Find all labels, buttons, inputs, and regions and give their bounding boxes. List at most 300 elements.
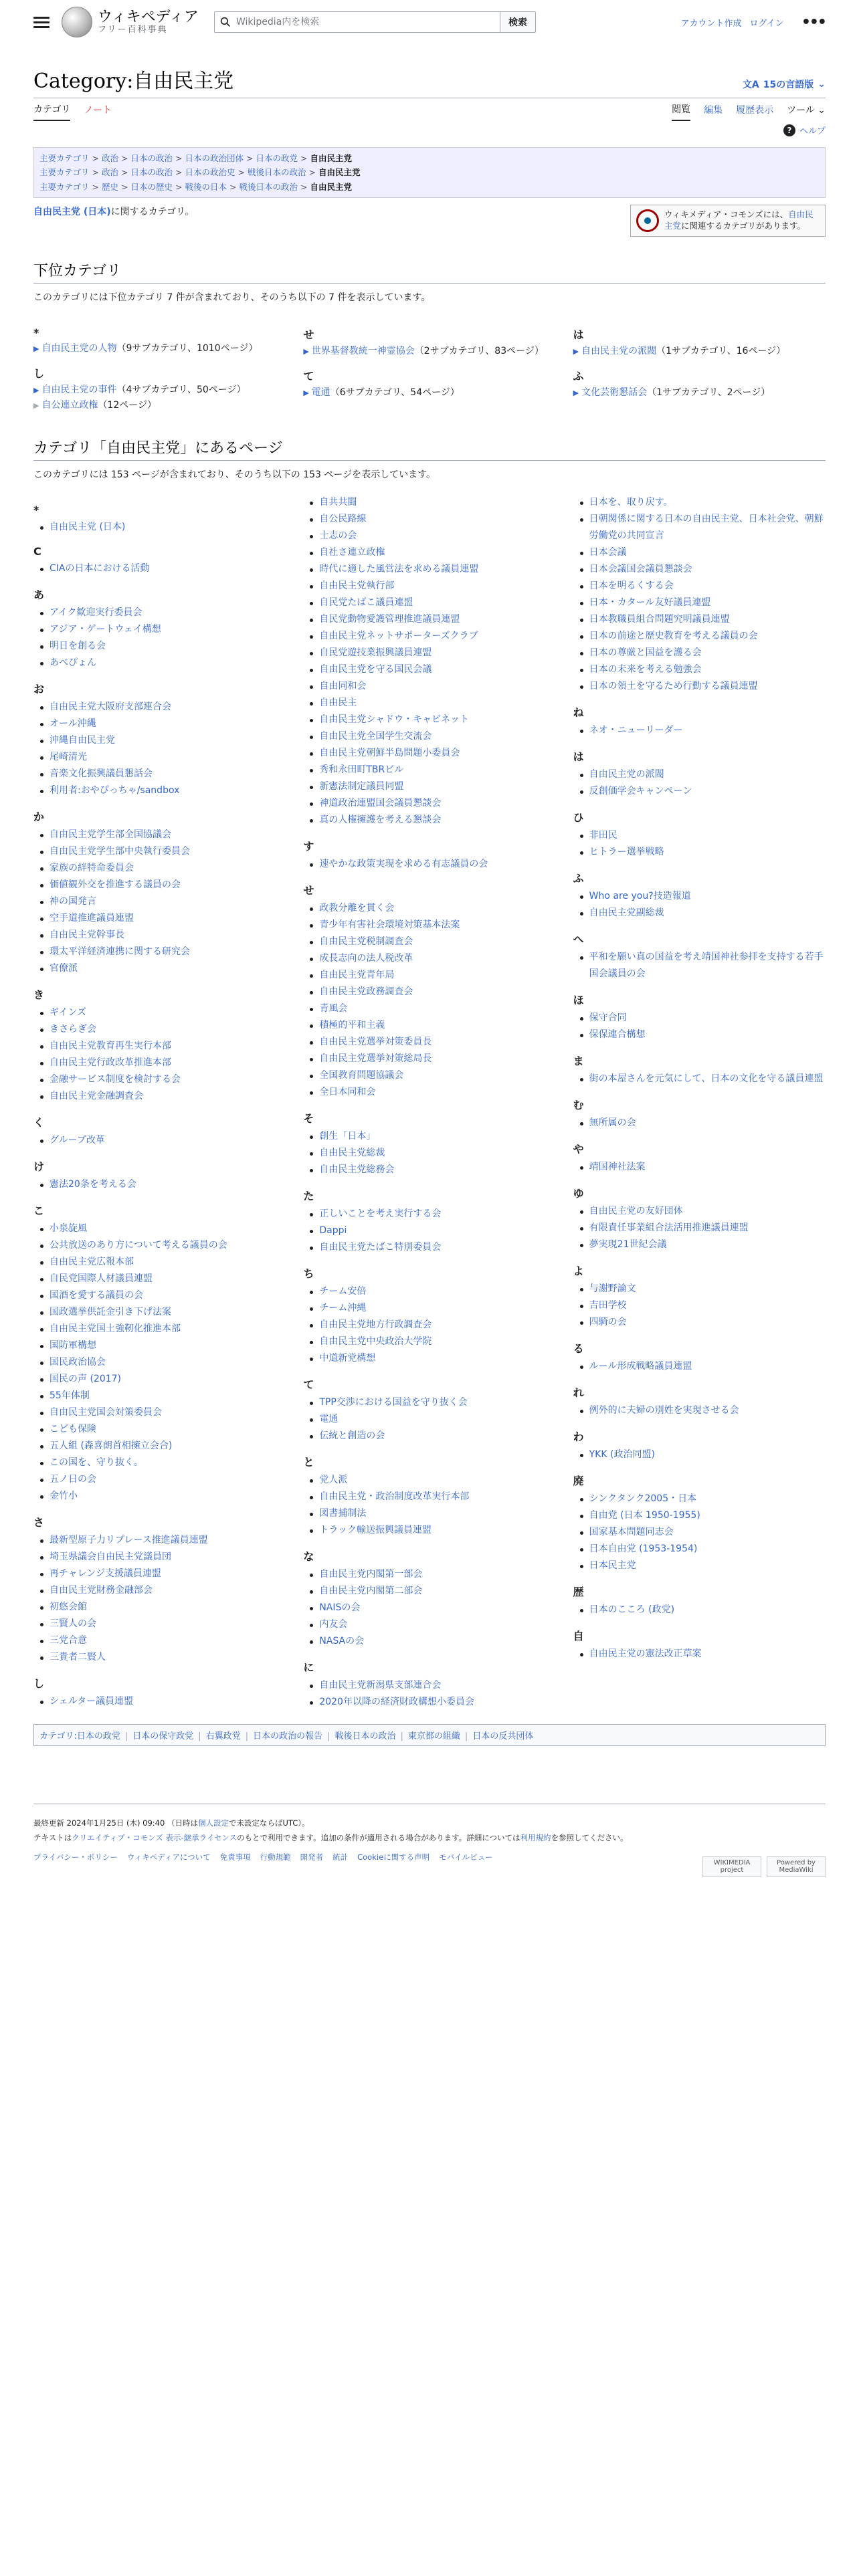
- page-link[interactable]: 自由党 (日本 1950-1955): [589, 1509, 700, 1521]
- page-link[interactable]: 自由民主党金融調査会: [50, 1090, 143, 1101]
- pages-letter: C: [33, 544, 41, 558]
- page-link[interactable]: 神道政治連盟国会議員懇談会: [319, 797, 442, 809]
- page-link[interactable]: 自由民主党ネットサポーターズクラブ: [319, 630, 478, 641]
- page-link[interactable]: 自由民主党教育再生実行本部: [50, 1040, 171, 1051]
- list-item: [50, 860, 286, 877]
- page-link[interactable]: 明日を創る会: [50, 640, 106, 651]
- page-link[interactable]: 自由民主党新潟県支部連合会: [319, 1679, 442, 1691]
- page-link[interactable]: 全国教育問題協議会: [319, 1069, 404, 1081]
- page-link[interactable]: この国を、守り抜く。: [50, 1457, 143, 1468]
- list-item: [319, 745, 555, 762]
- subcategory-link[interactable]: 文化芸術懇話会: [581, 387, 648, 398]
- list-item: [589, 783, 826, 800]
- breadcrumb-link[interactable]: 主要カテゴリ: [39, 181, 90, 192]
- create-account-link[interactable]: アカウント作成: [680, 18, 742, 29]
- page-link[interactable]: 埼玉県議会自由民主党議員団: [50, 1551, 171, 1562]
- page-link[interactable]: Who are you?技造報道: [589, 890, 691, 901]
- page-link[interactable]: 積極的平和主義: [319, 1019, 385, 1031]
- page-link[interactable]: 青少年有害社会環境対策基本法案: [319, 919, 460, 930]
- list-item: [319, 595, 555, 611]
- page-link[interactable]: 自由民主党朝鮮半島問題小委員会: [319, 747, 460, 758]
- subcategory-item: [33, 342, 286, 356]
- page-link[interactable]: 自民党遊技業振興議員連盟: [319, 647, 432, 658]
- pages-letter: ね: [573, 706, 584, 719]
- pages-group: [50, 1220, 286, 1505]
- page-link[interactable]: 国家基本問題同志会: [589, 1526, 674, 1537]
- list-item: [50, 1055, 286, 1071]
- page-link[interactable]: 夢実現21世紀会議: [589, 1239, 667, 1250]
- page-link[interactable]: 自由民主党学生部中央執行委員会: [50, 845, 190, 857]
- page-link[interactable]: 55年体制: [50, 1390, 90, 1401]
- page-link[interactable]: 日本の前途と歴史教育を考える議員の会: [589, 630, 758, 641]
- subcategory-letter: は: [573, 328, 584, 341]
- page-link[interactable]: CIAの日本における活動: [50, 562, 150, 574]
- page-link[interactable]: 成長志向の法人税改革: [319, 952, 413, 964]
- page-link[interactable]: 日本教職員組合問題究明議員連盟: [589, 613, 730, 625]
- page-link[interactable]: 最新型原子力リプレース推進議員連盟: [50, 1534, 208, 1545]
- page-link[interactable]: 自由民主: [319, 697, 357, 708]
- main-menu-icon[interactable]: [33, 17, 50, 28]
- page-link[interactable]: 自由民主党青年局: [319, 969, 395, 980]
- page-link[interactable]: 反創価学会キャンペーン: [589, 785, 692, 796]
- pages-letter: む: [573, 1098, 584, 1111]
- breadcrumb-link[interactable]: 歴史: [102, 181, 119, 192]
- page-link[interactable]: 非田民: [589, 829, 617, 841]
- list-item: [50, 1237, 286, 1254]
- expand-arrow-icon[interactable]: ▶: [573, 346, 579, 356]
- page-link[interactable]: 新憲法制定議員同盟: [319, 780, 404, 792]
- page-link[interactable]: オール沖縄: [50, 718, 96, 729]
- list-item: [50, 1566, 286, 1582]
- page-link[interactable]: 有限責任事業組合法活用推進議員連盟: [589, 1222, 749, 1233]
- page-link[interactable]: 自由民主党選挙対策総局長: [319, 1053, 432, 1064]
- page-link[interactable]: 日本の領土を守るため行動する議員連盟: [589, 680, 758, 691]
- page-link[interactable]: 再チャレンジ支援議員連盟: [50, 1568, 161, 1579]
- page-link[interactable]: ルール形成戦略議員連盟: [589, 1360, 692, 1372]
- list-item: [50, 1421, 286, 1438]
- page-link[interactable]: 三貴者二賢人: [50, 1651, 106, 1662]
- logo-subtitle: フリー百科事典: [98, 24, 168, 35]
- footer-link[interactable]: Cookieに関する声明: [357, 1852, 430, 1862]
- wikimedia-badge[interactable]: WIKIMEDIA project: [702, 1856, 761, 1877]
- pages-column: [33, 494, 286, 1711]
- page-link[interactable]: Dappi: [319, 1224, 347, 1236]
- mediawiki-badge[interactable]: Powered by MediaWiki: [767, 1856, 826, 1877]
- pages-group: [319, 1472, 555, 1539]
- page-link[interactable]: 三党合意: [50, 1634, 87, 1646]
- footer-link[interactable]: 免責事項: [219, 1852, 251, 1862]
- page-link[interactable]: 自由民主党幹事長: [50, 929, 124, 940]
- tab-edit[interactable]: 編集: [704, 105, 723, 116]
- breadcrumb-link[interactable]: 日本の政治: [130, 167, 173, 178]
- pages-letter: へ: [573, 932, 584, 946]
- category-link[interactable]: 日本の保守政党: [132, 1731, 194, 1741]
- expand-arrow-icon[interactable]: ▶: [303, 346, 309, 356]
- page-link[interactable]: ヒトラー選挙戦略: [589, 846, 664, 857]
- page-link[interactable]: 日本の未来を考える勉強会: [589, 663, 702, 675]
- list-item: [589, 1558, 826, 1574]
- list-item: [589, 578, 826, 595]
- categories-label[interactable]: カテゴリ:: [39, 1731, 77, 1741]
- page-link[interactable]: あべぴょん: [50, 657, 96, 668]
- list-item: [319, 1128, 555, 1145]
- page-link[interactable]: 自由民主党の憲法改正草案: [589, 1648, 702, 1659]
- page-link[interactable]: 例外的に夫婦の別姓を実現させる会: [589, 1404, 739, 1416]
- category-link-wrap: [396, 1729, 460, 1741]
- breadcrumb-link[interactable]: 主要カテゴリ: [39, 153, 90, 163]
- subcategory-count: （12ページ）: [98, 399, 157, 411]
- list-item: [50, 605, 286, 621]
- search-button[interactable]: 検索: [500, 11, 536, 33]
- list-item: [50, 1254, 286, 1271]
- page-link[interactable]: 自由民主党たばこ特別委員会: [319, 1241, 442, 1253]
- page-link[interactable]: 2020年以降の経済財政構想小委員会: [319, 1696, 474, 1707]
- page-link[interactable]: チーム安倍: [319, 1285, 367, 1297]
- page-link[interactable]: 党人派: [319, 1474, 348, 1485]
- page-link[interactable]: 自由民主党全国学生交流会: [319, 730, 432, 742]
- page-link[interactable]: 自公民路線: [319, 513, 367, 524]
- list-item: [319, 1145, 555, 1162]
- expand-arrow-icon[interactable]: ▶: [33, 344, 39, 353]
- breadcrumb-separator: >: [246, 153, 254, 163]
- subcategory-count: （1サブカテゴリ、16ページ）: [656, 345, 786, 356]
- footer-link[interactable]: 開発者: [300, 1852, 324, 1862]
- page-link[interactable]: シンクタンク2005・日本: [589, 1493, 697, 1504]
- page-link[interactable]: 自由民主党を守る国民会議: [319, 663, 432, 675]
- list-item: [319, 900, 555, 917]
- list-item: [319, 1394, 555, 1411]
- page-link[interactable]: きさらぎ会: [50, 1023, 96, 1035]
- page-link[interactable]: 自由民主党行政改革推進本部: [50, 1057, 171, 1068]
- commons-link[interactable]: 自由民主党: [664, 209, 814, 231]
- page-link[interactable]: 家族の絆特命委員会: [50, 862, 134, 873]
- page-link[interactable]: 自民党動物愛護管理推進議員連盟: [319, 613, 460, 625]
- page-link[interactable]: 日本のこころ (政党): [589, 1604, 675, 1615]
- footer-link[interactable]: 統計: [332, 1852, 349, 1862]
- subcategory-link[interactable]: 自由民主党の派閥: [581, 345, 657, 356]
- list-item: [589, 1541, 826, 1558]
- page-link[interactable]: トラック輸送振興議員連盟: [319, 1524, 432, 1535]
- page-link[interactable]: 自由民主党内閣第二部会: [319, 1585, 423, 1596]
- page-link[interactable]: 音楽文化振興議員懇話会: [50, 768, 153, 779]
- list-item: [319, 728, 555, 745]
- page-link[interactable]: 日本の尊厳と国益を護る会: [589, 647, 702, 658]
- page-link[interactable]: 自由民主党の派閥: [589, 768, 664, 780]
- page-link[interactable]: 自由民主党・政治制度改革実行本部: [319, 1491, 470, 1502]
- page-link[interactable]: 吉田学校: [589, 1299, 627, 1311]
- subcategory-link[interactable]: 自公連立政権: [41, 399, 98, 411]
- page-link[interactable]: NASAの会: [319, 1635, 365, 1646]
- page-link[interactable]: 正しいことを考え実行する会: [319, 1208, 442, 1219]
- category-link[interactable]: 日本の反共団体: [472, 1731, 534, 1741]
- page-link[interactable]: 神の国発言: [50, 895, 96, 907]
- pages-group: [50, 1132, 286, 1149]
- page-link[interactable]: ギインズ: [50, 1006, 87, 1018]
- category-link[interactable]: 右翼政党: [205, 1731, 241, 1741]
- page-link[interactable]: 日本を、取り戻す。: [589, 496, 673, 508]
- page-link[interactable]: 自由民主党財務金融部会: [50, 1584, 153, 1596]
- breadcrumb-separator: >: [92, 167, 99, 178]
- category-link[interactable]: 戦後日本の政治: [335, 1731, 396, 1741]
- list-item: [50, 1404, 286, 1421]
- page-link[interactable]: 国政選挙供託金引き下げ法案: [50, 1306, 171, 1317]
- tab-tools[interactable]: ツール ⌄: [787, 105, 826, 116]
- breadcrumb-link[interactable]: 戦後の日本: [185, 181, 227, 192]
- list-item: [50, 1616, 286, 1632]
- page-link[interactable]: 速やかな政策実現を求める有志議員の会: [319, 858, 488, 869]
- breadcrumb-link[interactable]: 戦後日本の政治: [248, 167, 306, 178]
- category-link[interactable]: 東京都の組織: [407, 1731, 460, 1741]
- page-link[interactable]: 国民の声 (2017): [50, 1373, 122, 1384]
- page-link[interactable]: シェルター議員連盟: [50, 1695, 134, 1707]
- page-link[interactable]: 保保連合構想: [589, 1029, 646, 1040]
- page-link[interactable]: アジア・ゲートウェイ構想: [50, 623, 161, 635]
- page-link[interactable]: 自由民主党広報本部: [50, 1256, 134, 1267]
- page-link[interactable]: 日本会議: [589, 546, 627, 558]
- page-link[interactable]: 四騎の会: [589, 1316, 627, 1327]
- breadcrumb-link[interactable]: 日本の政治団体: [185, 153, 244, 163]
- page-link[interactable]: 憲法20条を考える会: [50, 1178, 136, 1190]
- subcategory-column: [303, 317, 555, 414]
- expand-arrow-icon[interactable]: ▶: [303, 388, 309, 397]
- page-link[interactable]: アイク歓迎実行委員会: [50, 607, 142, 618]
- list-item: [319, 1566, 555, 1583]
- page-link[interactable]: 自由民主党執行部: [319, 580, 395, 591]
- subcategory-link[interactable]: 自由民主党の事件: [41, 384, 117, 395]
- page-link[interactable]: 日本自由党 (1953-1954): [589, 1543, 698, 1554]
- site-logo[interactable]: [62, 7, 214, 37]
- page-link[interactable]: 自由民主党選挙対策委員長: [319, 1036, 432, 1047]
- page-link[interactable]: 平和を願い真の国益を考え靖国神社参拝を支持する若手国会議員の会: [589, 951, 824, 979]
- tab-note[interactable]: ノート: [84, 105, 112, 116]
- list-item: [589, 1314, 826, 1331]
- page-link[interactable]: 五ノ日の会: [50, 1473, 96, 1485]
- page-link[interactable]: 与謝野論文: [589, 1283, 636, 1294]
- page-link[interactable]: 秀和永田町TBRビル: [319, 764, 404, 775]
- page-link[interactable]: 日本を明るくする会: [589, 580, 674, 591]
- page-link[interactable]: 図書捕制法: [319, 1507, 367, 1519]
- page-link[interactable]: NAISの会: [319, 1602, 361, 1613]
- list-item: [50, 910, 286, 927]
- page-link[interactable]: 沖縄自由民主党: [50, 734, 115, 746]
- breadcrumb-link[interactable]: 政治: [102, 153, 119, 163]
- subcategory-column: [33, 317, 286, 414]
- list-item: [50, 1220, 286, 1237]
- page-link[interactable]: 自由民主党 (日本): [50, 521, 126, 532]
- pages-group: [589, 1602, 826, 1618]
- category-links: [33, 1724, 826, 1746]
- license-link[interactable]: クリエイティブ・コモンズ 表示-継承ライセンス: [72, 1832, 237, 1842]
- language-button[interactable]: [743, 78, 826, 94]
- page-link[interactable]: 自由民主党シャドウ・キャビネット: [319, 714, 470, 725]
- page-link[interactable]: 国民政治協会: [50, 1356, 106, 1368]
- footer-link[interactable]: モバイルビュー: [439, 1852, 493, 1862]
- page-link[interactable]: 自由民主党副総裁: [589, 907, 664, 918]
- page-link[interactable]: 日本民主党: [589, 1560, 636, 1571]
- page-link[interactable]: 真の人権擁護を考える懇談会: [319, 814, 442, 825]
- page-link[interactable]: 環太平洋経済連携に関する研究会: [50, 946, 190, 957]
- page-link[interactable]: 内友会: [319, 1618, 348, 1630]
- category-link[interactable]: 日本の政党: [76, 1731, 120, 1741]
- page-link[interactable]: 自由民主党政務調査会: [319, 986, 413, 997]
- pages-letter: そ: [303, 1111, 314, 1125]
- page-link[interactable]: 金融サービス制度を検討する会: [50, 1073, 181, 1085]
- page-link[interactable]: 日朝関係に関する日本の自由民主党、日本社会党、朝鮮労働党の共同宣言: [589, 513, 824, 541]
- subcategory-letter: て: [303, 369, 314, 383]
- breadcrumb-link[interactable]: 日本の歴史: [130, 181, 173, 192]
- page-link[interactable]: 価値観外交を推進する議員の会: [50, 879, 181, 890]
- wikipedia-globe-icon: [62, 7, 92, 37]
- page-link[interactable]: 自民党たばこ議員連盟: [319, 597, 413, 608]
- page-link[interactable]: 金竹小: [50, 1490, 78, 1501]
- list-item: [50, 766, 286, 782]
- breadcrumb-link[interactable]: 戦後日本の政治: [239, 181, 298, 192]
- list-item: [319, 645, 555, 661]
- page-link[interactable]: 自由同和会: [319, 680, 367, 691]
- subcategory-link[interactable]: 電通: [311, 387, 330, 398]
- list-item: [50, 655, 286, 671]
- page-link[interactable]: 伝統と創造の会: [319, 1430, 385, 1441]
- footer-link[interactable]: 行動規範: [260, 1852, 291, 1862]
- page-link[interactable]: 小泉旋風: [50, 1222, 87, 1234]
- help-link[interactable]: ヘルプ: [799, 126, 826, 136]
- pages-letter: わ: [573, 1430, 584, 1443]
- page-link[interactable]: 日本・カタール友好議員連盟: [589, 597, 711, 608]
- subcategory-link[interactable]: 自由民主党の人物: [41, 342, 117, 354]
- page-link[interactable]: 時代に適した風営法を求める議員連盟: [319, 563, 479, 574]
- page-link[interactable]: 日本会議国会議員懇談会: [589, 563, 692, 574]
- list-item: [50, 893, 286, 910]
- breadcrumb-link[interactable]: 日本の政治: [130, 153, 173, 163]
- page-link[interactable]: 自由民主党中央政治大学院: [319, 1335, 432, 1347]
- tab-category[interactable]: カテゴリ: [33, 98, 70, 121]
- breadcrumb-link[interactable]: 日本の政党: [256, 153, 298, 163]
- page-link[interactable]: 創生「日本」: [319, 1130, 376, 1142]
- page-link[interactable]: 士志の会: [319, 530, 357, 541]
- preferences-link[interactable]: 個人設定: [197, 1818, 229, 1828]
- page-link[interactable]: 中道新党構想: [319, 1352, 376, 1364]
- pages-group: [319, 1206, 555, 1256]
- page-link[interactable]: 空手道推進議員連盟: [50, 912, 134, 924]
- page-link[interactable]: 無所属の会: [589, 1117, 636, 1128]
- page-link[interactable]: 自由民主党総裁: [319, 1147, 385, 1158]
- page-link[interactable]: 自民党国際人材議員連盟: [50, 1273, 153, 1284]
- breadcrumb-row: [39, 151, 820, 165]
- page-link[interactable]: YKK (政治同盟): [589, 1448, 655, 1460]
- page-link[interactable]: ネオ・ニューリーダー: [589, 724, 683, 736]
- pages-letter: な: [303, 1549, 314, 1563]
- page-link[interactable]: 自共共闘: [319, 496, 357, 508]
- page-link[interactable]: 自由民主党の友好団体: [589, 1205, 683, 1216]
- pages-letter: や: [573, 1142, 584, 1156]
- list-item: [319, 778, 555, 795]
- page-link[interactable]: 自由民主党総務会: [319, 1164, 395, 1175]
- terms-link[interactable]: 利用規約: [520, 1832, 551, 1842]
- page-link[interactable]: 五人組 (森喜朗首相擁立会合): [50, 1440, 173, 1451]
- list-item: [319, 1583, 555, 1600]
- breadcrumb-row: [39, 165, 820, 179]
- page-link[interactable]: こども保険: [50, 1423, 96, 1434]
- page-link[interactable]: 自由民主党国土強靭化推進本部: [50, 1323, 181, 1334]
- category-link[interactable]: 日本の政治の報告: [253, 1731, 323, 1741]
- page-link[interactable]: 初悠会館: [50, 1601, 87, 1612]
- page-link[interactable]: 自由民主党税制調査会: [319, 936, 413, 947]
- page-link[interactable]: 官僚派: [50, 962, 78, 974]
- list-item: [319, 1222, 555, 1239]
- list-item: [589, 844, 826, 861]
- page-link[interactable]: 自由民主党地方行政調査会: [319, 1319, 432, 1330]
- tab-history[interactable]: 履歴表示: [736, 105, 774, 116]
- breadcrumb-separator: >: [121, 181, 128, 192]
- list-item: [589, 511, 826, 544]
- subcategory-link[interactable]: 世界基督教統一神霊協会: [311, 345, 415, 356]
- page-link[interactable]: TPP交渉における国益を守り抜く会: [319, 1396, 468, 1408]
- page-link[interactable]: 利用者:おやぴっちゃ/sandbox: [50, 784, 180, 796]
- breadcrumb-link[interactable]: 日本の政治史: [185, 167, 235, 178]
- page-link[interactable]: 公共放送のあり方について考える議員の会: [50, 1239, 227, 1251]
- breadcrumb-link[interactable]: 主要カテゴリ: [39, 167, 90, 178]
- page-link[interactable]: 保守合同: [589, 1012, 627, 1023]
- page-link[interactable]: 国防軍構想: [50, 1339, 96, 1351]
- page-link[interactable]: 街の本屋さんを元気にして、日本の文化を守る議員連盟: [589, 1073, 824, 1084]
- pages-letter: お: [33, 682, 45, 695]
- tab-read[interactable]: 閲覧: [672, 98, 690, 121]
- list-item: [319, 695, 555, 712]
- help-icon[interactable]: ?: [783, 124, 795, 136]
- expand-arrow-icon[interactable]: ▶: [33, 385, 39, 395]
- intro-link[interactable]: 自由民主党 (日本): [33, 206, 111, 217]
- page-link[interactable]: 自社さ連立政権: [319, 546, 385, 558]
- list-item: [319, 1333, 555, 1350]
- list-item: [589, 888, 826, 905]
- page-link[interactable]: 尾崎清光: [50, 751, 87, 762]
- list-item: [50, 960, 286, 977]
- page-link[interactable]: 全日本同和会: [319, 1086, 376, 1097]
- subcategory-item: [303, 386, 555, 400]
- list-item: [589, 1159, 826, 1176]
- page-link[interactable]: 自由民主党大阪府支部連合会: [50, 701, 171, 712]
- page-link[interactable]: 靖国神社法案: [589, 1161, 646, 1172]
- page-link[interactable]: 政教分離を貫く会: [319, 902, 395, 914]
- page-link[interactable]: 国酒を愛する議員の会: [50, 1289, 143, 1301]
- page-link[interactable]: 自由民主党内閣第一部会: [319, 1568, 423, 1580]
- login-link[interactable]: ログイン: [749, 18, 784, 29]
- footer-link[interactable]: ウィキペディアについて: [126, 1852, 211, 1862]
- list-item: [319, 561, 555, 578]
- subcategory-count: （1サブカテゴリ、2ページ）: [647, 387, 771, 398]
- page-link[interactable]: グループ改革: [50, 1134, 105, 1146]
- page-link[interactable]: 自由民主党学生部全国協議会: [50, 829, 171, 840]
- breadcrumb-separator: >: [92, 181, 99, 192]
- page-link[interactable]: 青風会: [319, 1002, 348, 1014]
- list-item: [50, 716, 286, 732]
- subcategory-item: [33, 383, 286, 397]
- pages-letter: ま: [573, 1054, 584, 1067]
- footer-link[interactable]: プライバシー・ポリシー: [33, 1852, 118, 1862]
- list-item: [50, 1455, 286, 1471]
- expand-arrow-icon[interactable]: ▶: [573, 388, 579, 397]
- page-link[interactable]: 電通: [319, 1413, 339, 1424]
- page-link[interactable]: 自由民主党国会対策委員会: [50, 1406, 162, 1418]
- search-icon: [220, 17, 231, 27]
- breadcrumb-link[interactable]: 政治: [102, 167, 119, 178]
- page-link[interactable]: 三賢人の会: [50, 1618, 96, 1629]
- more-options-icon[interactable]: •••: [801, 13, 826, 31]
- pages-letter: あ: [33, 588, 45, 601]
- list-item: [319, 1239, 555, 1256]
- search-input[interactable]: [236, 17, 490, 27]
- page-link[interactable]: チーム沖縄: [319, 1302, 367, 1313]
